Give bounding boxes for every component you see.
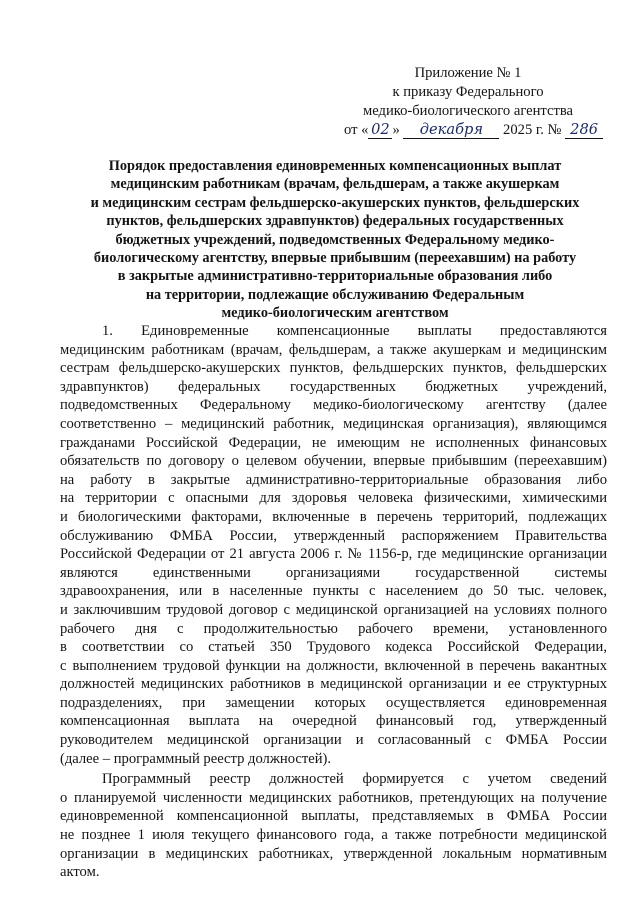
title-line: и медицинским сестрам фельдшерско-акушерских пунктов, фельдшерских	[90, 194, 580, 211]
paragraph-line: подразделениях, при замещении которых осуществляется единовременная	[60, 694, 607, 711]
appendix-label: Приложение № 1	[414, 65, 522, 81]
paragraph-line: единовременной компенсационной выплаты, представляемых в ФМБА России	[60, 808, 607, 825]
paragraph-line: и заключившим трудовой договор с медицинской организацией на условиях полного	[60, 601, 607, 618]
title-line: биологическому агентству, впервые прибывшим (переехавшим) на работу	[93, 250, 577, 267]
title-line: пунктов, фельдшерских здравпунктов) федеральных государственных	[106, 213, 564, 230]
paragraph-line: Программный реестр должностей формируется с учетом сведений	[102, 771, 607, 788]
title-line: бюджетных учреждений, подведомственных Федеральному медико-	[115, 231, 555, 248]
paragraph-line: на территории с опасными для здоровья человека физическими, химическими	[60, 490, 607, 507]
paragraph-1	[60, 322, 607, 768]
order-date-line	[344, 121, 598, 140]
paragraph-line: руководителем медицинской организации и согласованный с ФМБА России	[60, 732, 607, 749]
paragraph-line: 1. Единовременные компенсационные выплаты предоставляются	[102, 323, 607, 339]
paragraph-2	[60, 770, 607, 882]
approval-block	[338, 64, 598, 140]
date-prefix: от «	[344, 122, 369, 138]
handwritten-day: 02	[368, 122, 392, 139]
paragraph-line: актом.	[60, 864, 100, 881]
paragraph-line: должностей медицинских работников в медицинской организации и ее структурных	[60, 676, 607, 693]
date-mid: »	[392, 122, 400, 138]
paragraph-line: здравоохранения, или в населенные пункты с населением до 50 тыс. человек,	[60, 583, 607, 600]
paragraph-line: (далее – программный реестр должностей).	[60, 750, 332, 767]
paragraph-line: обслуживанию ФМБА России, утвержденный распоряжением Правительства	[60, 527, 607, 544]
handwritten-order-number: 286	[565, 122, 603, 139]
paragraph-line: не позднее 1 июля текущего финансового года, а также потребности медицинской	[60, 827, 607, 844]
paragraph-line: на работу в закрытые административно-территориальные образования либо	[60, 471, 607, 488]
title-line: Порядок предоставления единовременных компенсационных выплат	[108, 158, 562, 174]
paragraph-line: обязательств по договору о целевом обучении, впервые прибывшим (переехавшим)	[60, 453, 607, 470]
document-title	[60, 157, 610, 323]
title-line: медицинским работникам (врачам, фельдшерам, а также акушеркам	[110, 176, 560, 193]
paragraph-line: в соответствии со статьей 350 Трудового кодекса Российской Федерации,	[60, 639, 607, 656]
paragraph-line: с выполнением трудовой функции на должности, включенной в перечень вакантных	[60, 657, 607, 674]
date-year: 2025 г. №	[503, 122, 562, 138]
paragraph-line: здравпунктов) федеральных государственных бюджетных учреждений,	[60, 378, 607, 395]
paragraph-line: соответственно – медицинский работник, медицинская организация), являющимся	[60, 415, 607, 432]
paragraph-line: рабочего дня с продолжительностью рабочего времени, установленного	[60, 620, 607, 637]
paragraph-line: подведомственных Федеральному медико-биологическому агентству (далее	[60, 397, 607, 414]
order-reference: к приказу Федерального	[392, 84, 544, 100]
paragraph-line: организации в медицинских работниках, утвержденной локальным нормативным	[60, 845, 607, 862]
paragraph-line: сестрам фельдшерско-акушерских пунктов, фельдшерских пунктов, фельдшерских	[60, 360, 607, 377]
paragraph-line: гражданами Российской Федерации, не имеющим не исполненных финансовых	[60, 434, 607, 451]
handwritten-month: декабря	[403, 122, 499, 139]
title-line: в закрытые административно-территориальные образования либо	[117, 268, 553, 285]
title-line: на территории, подлежащие обслуживанию Федеральным	[145, 286, 525, 303]
paragraph-line: Российской Федерации от 21 августа 2006 г. № 1156-р, где медицинские организации	[60, 546, 607, 563]
paragraph-line: и биологическими факторами, включенные в перечень территорий, подлежащих	[60, 508, 607, 525]
paragraph-line: компенсационная выплата на очередной финансовый год, утвержденный	[60, 713, 607, 730]
document-body	[60, 322, 607, 882]
paragraph-line: о планируемой численности медицинских работников, претендующих на получение	[60, 789, 607, 806]
paragraph-line: являются единственными организациями государственной системы	[60, 564, 607, 581]
paragraph-line: медицинским работникам (врачам, фельдшерам, а также акушеркам и медицинским	[60, 341, 607, 358]
agency-name: медико-биологического агентства	[363, 103, 573, 119]
title-line: медико-биологическим агентством	[221, 305, 449, 322]
